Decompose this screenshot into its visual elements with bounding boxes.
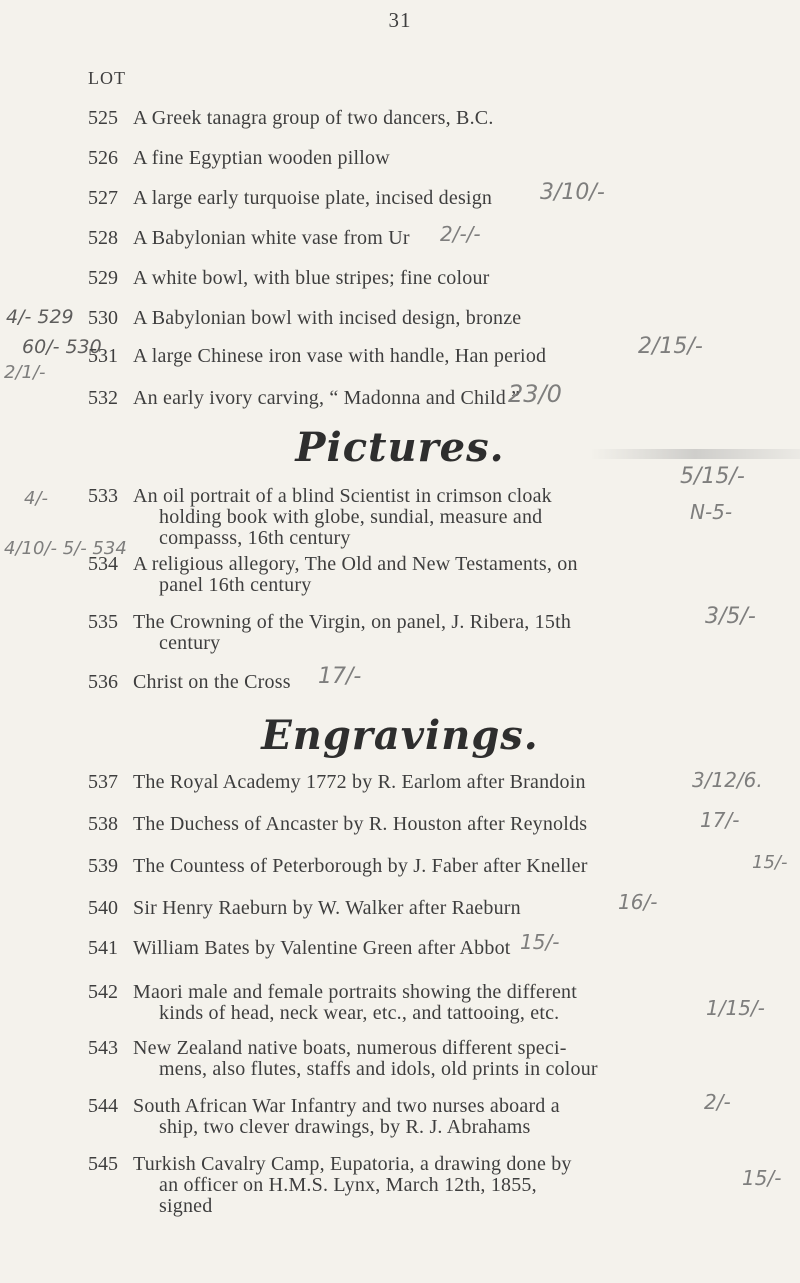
price-annotation-537: 3/12/6. [692, 768, 763, 792]
lot-description [133, 148, 800, 169]
description-line: mens, also flutes, staffs and idols, old prints in colour [159, 1058, 598, 1080]
description-line: The Duchess of Ancaster by R. Houston after Reynolds [133, 813, 588, 835]
lot-description [133, 108, 800, 129]
lot-description [133, 612, 800, 654]
description-line: A Babylonian bowl with incised design, bronze [133, 307, 522, 329]
lot-number: 535 [88, 611, 118, 633]
description-line: A Babylonian white vase from Ur [133, 227, 410, 249]
lot-number: 532 [88, 387, 118, 409]
lot-number: 541 [88, 937, 118, 959]
lot-description [133, 938, 800, 959]
description-line: signed [159, 1195, 213, 1217]
section-heading-engravings: Engravings. [261, 712, 539, 759]
price-annotation-536: 17/- [318, 664, 362, 689]
description-line: Maori male and female portraits showing the different [133, 981, 577, 1003]
lot-number: 545 [88, 1153, 118, 1175]
description-line: An early ivory carving, “ Madonna and Child ” [133, 387, 521, 409]
description-line: century [159, 632, 221, 654]
description-line: A fine Egyptian wooden pillow [133, 147, 390, 169]
lot-description [133, 188, 800, 209]
page-number: 31 [388, 8, 412, 32]
lot-number: 542 [88, 981, 118, 1003]
description-line: Christ on the Cross [133, 671, 291, 693]
lot-number: 543 [88, 1037, 118, 1059]
lot-description [133, 268, 800, 289]
price-annotation-535: 3/5/- [705, 604, 756, 629]
margin-note-534: 4/10/- 5/- 534 [4, 538, 127, 559]
description-line: A Greek tanagra group of two dancers, B.C. [133, 107, 494, 129]
description-line: panel 16th century [159, 574, 312, 596]
lot-description [133, 1038, 800, 1080]
lot-number: 537 [88, 771, 118, 793]
price-annotation-538: 17/- [700, 808, 740, 832]
lot-number: 530 [88, 307, 118, 329]
lot-description [133, 1154, 800, 1217]
lot-number: 534 [88, 553, 118, 575]
description-line: A large Chinese iron vase with handle, Han period [133, 345, 547, 367]
lot-number: 528 [88, 227, 118, 249]
lot-number: 536 [88, 671, 118, 693]
lot-description [133, 982, 800, 1024]
lot-number: 538 [88, 813, 118, 835]
lot-number: 525 [88, 107, 118, 129]
price-annotation-531: 2/15/- [638, 334, 703, 359]
description-line: A large early turquoise plate, incised design [133, 187, 493, 209]
margin-note-530: 60/- 530 [22, 336, 102, 358]
section-heading-pictures: Pictures. [295, 424, 505, 471]
lot-description [133, 1096, 800, 1138]
lot-number: 539 [88, 855, 118, 877]
price-annotation-540: 16/- [618, 890, 658, 914]
description-line: The Crowning of the Virgin, on panel, J. Ribera, 15th [133, 611, 572, 633]
price-annotation-539: 15/- [752, 852, 788, 873]
page-shadow [590, 449, 800, 459]
description-line: New Zealand native boats, numerous different speci- [133, 1037, 567, 1059]
description-line: William Bates by Valentine Green after Abbot [133, 937, 511, 959]
price-annotation-541: 15/- [520, 930, 560, 954]
price-annotation-532: 23/0 [508, 380, 562, 408]
lot-column-header: LOT [88, 68, 126, 88]
lot-number: 529 [88, 267, 118, 289]
description-line: Turkish Cavalry Camp, Eupatoria, a drawing done by [133, 1153, 572, 1175]
price-annotation-528: 2/-/- [440, 222, 481, 246]
price-annotation-533: 5/15/- [680, 464, 745, 489]
lot-description [133, 672, 800, 693]
margin-note-531: 2/1/- [4, 362, 46, 383]
lot-number: 531 [88, 345, 118, 367]
description-line: South African War Infantry and two nurses aboard a [133, 1095, 560, 1117]
lot-description [133, 554, 800, 596]
lot-description [133, 898, 800, 919]
lot-description [133, 856, 800, 877]
description-line: A religious allegory, The Old and New Testaments, on [133, 553, 578, 575]
description-line: A white bowl, with blue stripes; fine colour [133, 267, 490, 289]
lot-description [133, 388, 800, 409]
description-line: The Royal Academy 1772 by R. Earlom after Brandoin [133, 771, 586, 793]
lot-description [133, 308, 800, 329]
price-annotation-533-b: N-5- [690, 500, 733, 524]
description-line: An oil portrait of a blind Scientist in crimson cloak [133, 485, 552, 507]
description-line: an officer on H.M.S. Lynx, March 12th, 1855, [159, 1174, 537, 1196]
margin-note-533: 4/- [24, 488, 49, 509]
lot-number: 526 [88, 147, 118, 169]
price-annotation-545: 15/- [742, 1166, 782, 1190]
description-line: holding book with globe, sundial, measure and [159, 506, 543, 528]
margin-note-529: 4/- 529 [6, 306, 74, 328]
lot-number: 540 [88, 897, 118, 919]
description-line: The Countess of Peterborough by J. Faber after Kneller [133, 855, 588, 877]
price-annotation-544: 2/- [704, 1090, 731, 1114]
description-line: Sir Henry Raeburn by W. Walker after Raeburn [133, 897, 521, 919]
price-annotation-527: 3/10/- [540, 180, 605, 205]
description-line: ship, two clever drawings, by R. J. Abrahams [159, 1116, 531, 1138]
lot-number: 533 [88, 485, 118, 507]
description-line: compasss, 16th century [159, 527, 351, 549]
description-line: kinds of head, neck wear, etc., and tattooing, etc. [159, 1002, 560, 1024]
lot-number: 544 [88, 1095, 118, 1117]
lot-number: 527 [88, 187, 118, 209]
price-annotation-542: 1/15/- [706, 996, 765, 1020]
